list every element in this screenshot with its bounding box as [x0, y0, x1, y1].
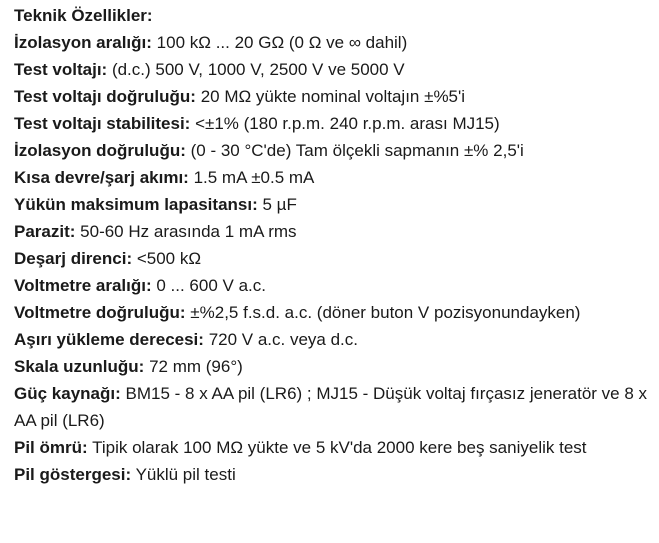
spec-power-supply — [14, 380, 649, 434]
spec-label: Voltmetre aralığı: — [14, 276, 152, 295]
spec-value: 100 kΩ ... 20 GΩ (0 Ω ve ∞ dahil) — [156, 33, 408, 52]
spec-value: BM15 - 8 x AA pil (LR6) ; MJ15 - Düşük voltaj fırçasız jeneratör ve 8 x AA pil (LR6) — [14, 384, 648, 430]
spec-value: 1.5 mA ±0.5 mA — [193, 168, 315, 187]
spec-value: 72 mm (96°) — [149, 357, 243, 376]
spec-voltmeter-accuracy — [14, 299, 649, 326]
spec-value: 720 V a.c. veya d.c. — [208, 330, 358, 349]
section-title: Teknik Özellikler: — [14, 6, 153, 25]
spec-value: <±1% (180 r.p.m. 240 r.p.m. arası MJ15) — [195, 114, 500, 133]
spec-label: Pil göstergesi: — [14, 465, 132, 484]
spec-test-voltage-accuracy — [14, 83, 649, 110]
spec-value: Tipik olarak 100 MΩ yükte ve 5 kV'da 2000 kere beş saniyelik test — [92, 438, 587, 457]
spec-test-voltage-stability — [14, 110, 649, 137]
spec-test-voltage — [14, 56, 649, 83]
spec-battery-life — [14, 434, 649, 461]
spec-max-load-capacitance — [14, 191, 649, 218]
spec-overload-rating — [14, 326, 649, 353]
spec-value: <500 kΩ — [136, 249, 202, 268]
spec-discharge-resistance — [14, 245, 649, 272]
spec-value: 5 µF — [262, 195, 297, 214]
spec-voltmeter-range — [14, 272, 649, 299]
spec-label: Pil ömrü: — [14, 438, 88, 457]
spec-noise — [14, 218, 649, 245]
spec-value: 50-60 Hz arasında 1 mA rms — [80, 222, 297, 241]
spec-isolation-range — [14, 29, 649, 56]
spec-label: Yükün maksimum lapasitansı: — [14, 195, 258, 214]
spec-label: Test voltajı doğruluğu: — [14, 87, 196, 106]
spec-isolation-accuracy — [14, 137, 649, 164]
spec-value: (d.c.) 500 V, 1000 V, 2500 V ve 5000 V — [111, 60, 405, 79]
spec-label: Parazit: — [14, 222, 76, 241]
spec-battery-indicator — [14, 461, 649, 488]
spec-value: 20 MΩ yükte nominal voltajın ±%5'i — [200, 87, 466, 106]
spec-label: Test voltajı: — [14, 60, 108, 79]
spec-scale-length — [14, 353, 649, 380]
spec-short-circuit-current — [14, 164, 649, 191]
spec-label: Test voltajı stabilitesi: — [14, 114, 191, 133]
spec-value: 0 ... 600 V a.c. — [156, 276, 266, 295]
spec-label: Kısa devre/şarj akımı: — [14, 168, 189, 187]
spec-label: Voltmetre doğruluğu: — [14, 303, 186, 322]
spec-label: İzolasyon doğruluğu: — [14, 141, 186, 160]
spec-label: İzolasyon aralığı: — [14, 33, 152, 52]
spec-value: ±%2,5 f.s.d. a.c. (döner buton V pozisyonundayken) — [190, 303, 581, 322]
spec-value: (0 - 30 °C'de) Tam ölçekli sapmanın ±% 2,5'i — [190, 141, 524, 160]
spec-label: Güç kaynağı: — [14, 384, 121, 403]
spec-label: Skala uzunluğu: — [14, 357, 145, 376]
spec-value: Yüklü pil testi — [135, 465, 236, 484]
spec-label: Aşırı yükleme derecesi: — [14, 330, 204, 349]
spec-label: Deşarj direnci: — [14, 249, 133, 268]
